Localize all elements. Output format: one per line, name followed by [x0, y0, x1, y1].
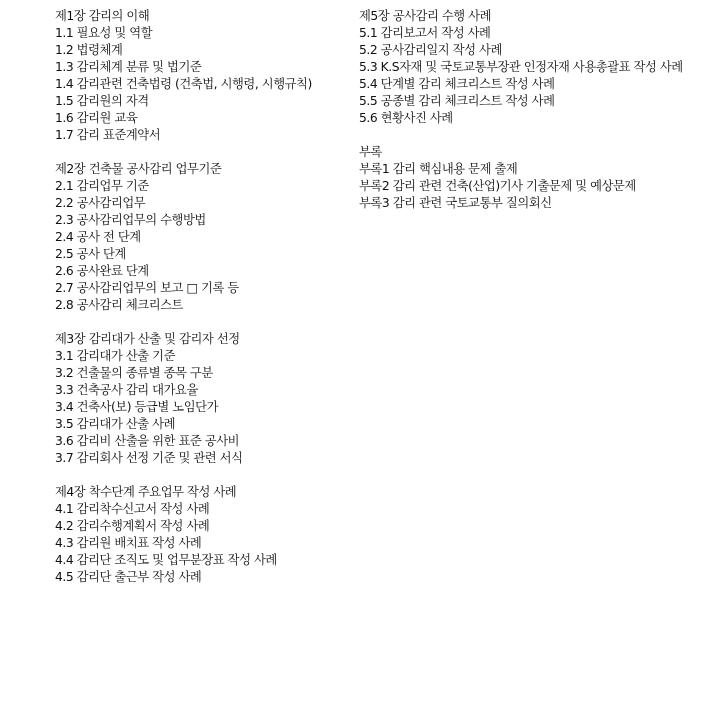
toc-item: 4.5 감리단 출근부 작성 사례 [55, 570, 202, 584]
toc-item: 1.6 감리원 교육 [55, 111, 138, 125]
toc-item: 3.1 감리대가 산출 기준 [55, 349, 176, 363]
toc-item: 2.7 공사감리업무의 보고 □ 기록 등 [55, 281, 239, 295]
toc-section [55, 161, 355, 314]
toc-item: 3.6 감리비 산출을 위한 표준 공사비 [55, 434, 240, 448]
toc-item: 5.5 공종별 감리 체크리스트 작성 사례 [359, 94, 555, 108]
toc-item: 5.4 단계별 감리 체크리스트 작성 사례 [359, 77, 555, 91]
toc-item: 2.5 공사 단계 [55, 247, 126, 261]
toc-section [359, 8, 709, 127]
toc-item: 2.8 공사감리 체크리스트 [55, 298, 183, 312]
toc-item: 2.6 공사완료 단계 [55, 264, 149, 278]
toc-item: 3.2 건출물의 종류별 종목 구분 [55, 366, 213, 380]
toc-item: 5.3 K.S자재 및 국토교통부장관 인정자재 사용총괄표 작성 사례 [359, 60, 683, 74]
toc-item: 1.3 감리체계 분류 및 법기준 [55, 60, 202, 74]
toc-item: 4.1 감리착수신고서 작성 사례 [55, 502, 210, 516]
toc-chapter-title: 제5장 공사감리 수행 사례 [359, 9, 492, 23]
toc-item: 5.2 공사감리일지 작성 사례 [359, 43, 502, 57]
toc-item: 4.3 감리원 배치표 작성 사례 [55, 536, 202, 550]
toc-chapter-title: 제3장 감리대가 산출 및 감리자 선정 [55, 332, 240, 346]
toc-item: 부록1 감리 핵심내용 문제 출제 [359, 162, 518, 176]
toc-item: 2.3 공사감리업무의 수행방법 [55, 213, 206, 227]
toc-item: 부록3 감리 관련 국토교통부 질의회신 [359, 196, 552, 210]
toc-chapter-title: 제4장 착수단계 주요업무 작성 사례 [55, 485, 237, 499]
toc-item: 1.7 감리 표준계약서 [55, 128, 161, 142]
toc-left-column [55, 8, 355, 603]
toc-item: 1.2 법령체계 [55, 43, 123, 57]
toc-item: 5.6 현황사진 사례 [359, 111, 453, 125]
toc-item: 3.7 감리회사 선정 기준 및 관련 서식 [55, 451, 243, 465]
toc-item: 1.4 감리관련 건축법령 (건축법, 시행령, 시행규칙) [55, 77, 312, 91]
toc-section [359, 144, 709, 212]
toc-item: 1.5 감리원의 자격 [55, 94, 149, 108]
toc-section [55, 8, 355, 144]
toc-item: 2.1 감리업무 기준 [55, 179, 149, 193]
toc-item: 부록2 감리 관련 건축(산업)기사 기출문제 및 예상문제 [359, 179, 636, 193]
toc-item: 3.3 건축공사 감리 대가요율 [55, 383, 198, 397]
toc-item: 4.4 감리단 조직도 및 업무분장표 작성 사례 [55, 553, 277, 567]
toc-item: 4.2 감리수행계획서 작성 사례 [55, 519, 210, 533]
toc-item: 3.5 감리대가 산출 사례 [55, 417, 176, 431]
toc-chapter-title: 제1장 감리의 이해 [55, 9, 150, 23]
toc-section [55, 484, 355, 586]
toc-item: 5.1 감리보고서 작성 사례 [359, 26, 491, 40]
toc-item: 1.1 필요성 및 역할 [55, 26, 153, 40]
toc-chapter-title: 제2장 건축물 공사감리 업무기준 [55, 162, 222, 176]
toc-item: 3.4 건축사(보) 등급별 노임단가 [55, 400, 218, 414]
toc-item: 2.2 공사감리업무 [55, 196, 146, 210]
toc-right-column [359, 8, 709, 229]
toc-chapter-title: 부록 [359, 145, 382, 159]
toc-item: 2.4 공사 전 단계 [55, 230, 141, 244]
toc-section [55, 331, 355, 467]
